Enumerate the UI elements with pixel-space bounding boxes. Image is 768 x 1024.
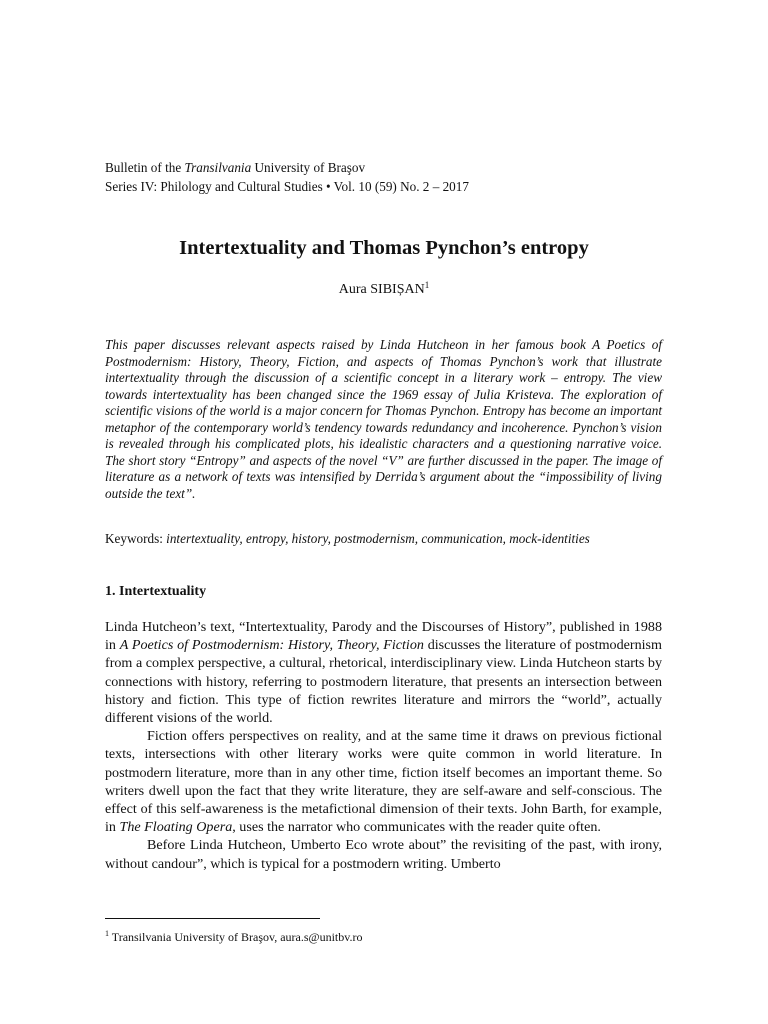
- paragraph: Linda Hutcheon’s text, “Intertextuality, Parody and the Discourses of History”, published in 1988 in A Poetics of Postmodernism: History, Theory, Fiction discusses the literature of postmodernism from a complex perspective, a cultural, rhetorical, interdisciplinary view. Linda Hutcheon starts by connections with history, referring to postmodern literature, that presents an intersection between history and fiction. This type of fiction rewrites literature and mirrors the “world”, actually different visions of the world.: [105, 619, 662, 727]
- paragraph: Fiction offers perspectives on reality, and at the same time it draws on previous fictional texts, intersections with other literary works were quite common in world literature. In postmodern literature, more than in any other time, fiction itself becomes an important theme. So writers dwell upon the fact that they write literature, they are self-aware and self-conscious. The effect of this self-awareness is the metafictional dimension of their texts. John Barth, for example, in The Floating Opera, uses the narrator who communicates with the reader quite often.: [105, 728, 662, 836]
- journal-header-line-1: Bulletin of the Transilvania University of Braşov: [105, 160, 366, 175]
- section-heading: 1. Intertextuality: [105, 584, 207, 599]
- footnote: [105, 930, 362, 945]
- abstract: This paper discusses relevant aspects raised by Linda Hutcheon in her famous book A Poetics of Postmodernism: History, Theory, Fiction, and aspects of Thomas Pynchon’s work that illustrate intertextuality through the discussion of a scientific concept in a literary work – entropy. The view towards intertextuality has been changed since the 1969 essay of Julia Kristeva. The exploration of scientific visions of the world is a major concern for Thomas Pynchon. Entropy has become an important metaphor of the contemporary world’s tendency towards redundancy and incoherence. Pynchon’s vision is revealed through his complicated plots, his idealistic characters and a questioning narrative voice. The short story “Entropy” and aspects of the novel “V” are further discussed in the paper. The image of literature as a network of texts was intensified by Derrida’s argument about the “impossibility of living outside the text”.: [105, 337, 662, 501]
- author-line: [0, 282, 768, 298]
- body-text: [105, 618, 662, 873]
- keywords-list: intertextuality, entropy, history, postmodernism, communication, mock-identities: [166, 531, 590, 546]
- author-footnote-mark: 1: [424, 280, 430, 290]
- footnote-divider: [105, 918, 320, 919]
- journal-header-line-2: Series IV: Philology and Cultural Studies • Vol. 10 (59) No. 2 – 2017: [105, 179, 469, 194]
- journal-header: [105, 158, 469, 196]
- author-name: Aura SIBIȘAN: [338, 282, 425, 297]
- footnote-text: Transilvania University of Braşov, aura.s@unitbv.ro: [109, 930, 363, 944]
- keywords: [105, 531, 705, 547]
- paper-title: Intertextuality and Thomas Pynchon’s entropy: [179, 237, 589, 259]
- keywords-label: Keywords:: [105, 531, 167, 546]
- footnote-mark: 1: [105, 929, 109, 938]
- paragraph: Before Linda Hutcheon, Umberto Eco wrote about” the revisiting of the past, with irony, without candour”, which is typical for a postmodern writing. Umberto: [105, 837, 662, 872]
